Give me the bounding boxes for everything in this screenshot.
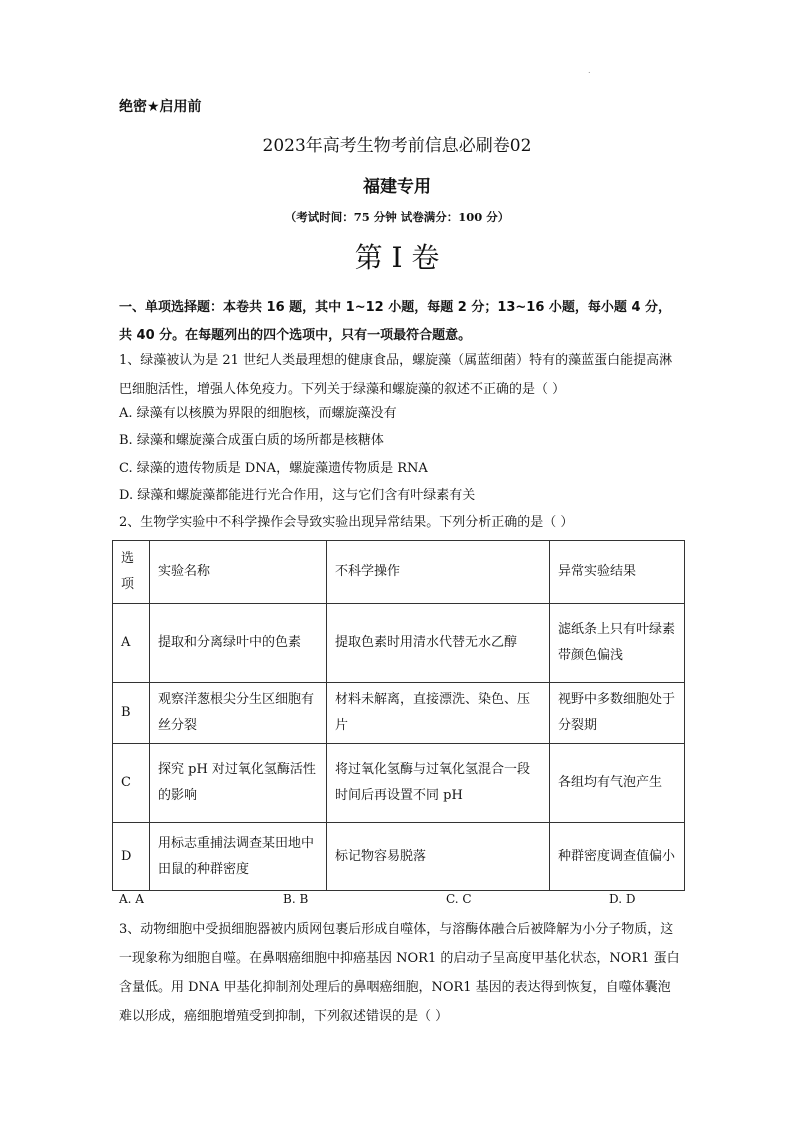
table-cell: 标记物容易脱落 <box>327 823 550 891</box>
table-cell: 种群密度调查值偏小 <box>550 823 685 891</box>
section-instructions: 一、单项选择题：本卷共 16 题，其中 1~12 小题，每题 2 分；13~16 小题，每小题 4 分，共 40 分。在每题列出的四个选项中，只有一项最符合题意。 <box>119 300 672 343</box>
table-cell: 各组均有气泡产生 <box>550 744 685 823</box>
table-cell: A <box>113 604 150 683</box>
question-2-option-c: C. C <box>446 892 472 906</box>
header-cell: 异常实验结果 <box>550 541 685 604</box>
question-1-stem: 1、绿藻被认为是 21 世纪人类最理想的健康食品，螺旋藻（属蓝细菌）特有的藻蓝蛋白能提高淋巴细胞活性，增强人体免疫力。下列关于绿藻和螺旋藻的叙述不正确的是（ ） <box>119 353 673 397</box>
exam-info: （考试时间：75 分钟 试卷满分：100 分） <box>284 210 510 224</box>
question-3-stem: 3、动物细胞中受损细胞器被内质网包裹后形成自噬体，与溶酶体融合后被降解为小分子物质，这一现象称为细胞自噬。在鼻咽癌细胞中抑癌基因 NOR1 的启动子呈高度甲基化状态，NOR1 蛋白含量低。用 DNA 甲基化抑制剂处理后的鼻咽癌细胞，NOR1 基因的表达得到恢复，自噬体囊泡难以形成，癌细胞增殖受到抑制，下列叙述错误的是（ ） <box>119 922 680 1024</box>
header-cell: 实验名称 <box>150 541 327 604</box>
table-row <box>113 823 685 891</box>
volume-heading: 第 I 卷 <box>354 241 440 274</box>
table-cell: 视野中多数细胞处于分裂期 <box>550 683 685 744</box>
question-1-option-a: A. 绿藻有以核膜为界限的细胞核，而螺旋藻没有 <box>119 406 397 421</box>
header-cell: 不科学操作 <box>327 541 550 604</box>
experiment-table <box>112 540 685 891</box>
scan-dot: . <box>588 66 591 75</box>
table-cell: C <box>113 744 150 823</box>
table-cell: 材料未解离，直接漂洗、染色、压片 <box>327 683 550 744</box>
question-2-option-a: A. A <box>119 892 144 906</box>
table-cell: 提取和分离绿叶中的色素 <box>150 604 327 683</box>
question-1-option-b: B. 绿藻和螺旋藻合成蛋白质的场所都是核糖体 <box>119 433 384 448</box>
table-cell: 将过氧化氢酶与过氧化氢混合一段时间后再设置不同 pH <box>327 744 550 823</box>
question-2-stem: 2、生物学实验中不科学操作会导致实验出现异常结果。下列分析正确的是（ ） <box>119 515 574 530</box>
table-row <box>113 604 685 683</box>
table-cell: 用标志重捕法调查某田地中田鼠的种群密度 <box>150 823 327 891</box>
table-row <box>113 744 685 823</box>
table-cell: 探究 pH 对过氧化氢酶活性的影响 <box>150 744 327 823</box>
table-header-row <box>113 541 685 604</box>
secret-mark: 绝密★启用前 <box>119 99 202 115</box>
table-cell: B <box>113 683 150 744</box>
question-2-option-d: D. D <box>609 892 636 906</box>
exam-title: 2023年高考生物考前信息必刷卷02 <box>262 136 532 156</box>
table-cell: 观察洋葱根尖分生区细胞有丝分裂 <box>150 683 327 744</box>
header-cell: 选项 <box>113 541 150 604</box>
table-row <box>113 683 685 744</box>
table-cell: D <box>113 823 150 891</box>
question-1-option-c: C. 绿藻的遗传物质是 DNA，螺旋藻遗传物质是 RNA <box>119 461 428 476</box>
question-1-option-d: D. 绿藻和螺旋藻都能进行光合作用，这与它们含有叶绿素有关 <box>119 488 476 503</box>
exam-subtitle: 福建专用 <box>363 177 431 197</box>
table-cell: 提取色素时用清水代替无水乙醇 <box>327 604 550 683</box>
question-2-option-b: B. B <box>283 892 309 906</box>
table-cell: 滤纸条上只有叶绿素带颜色偏浅 <box>550 604 685 683</box>
